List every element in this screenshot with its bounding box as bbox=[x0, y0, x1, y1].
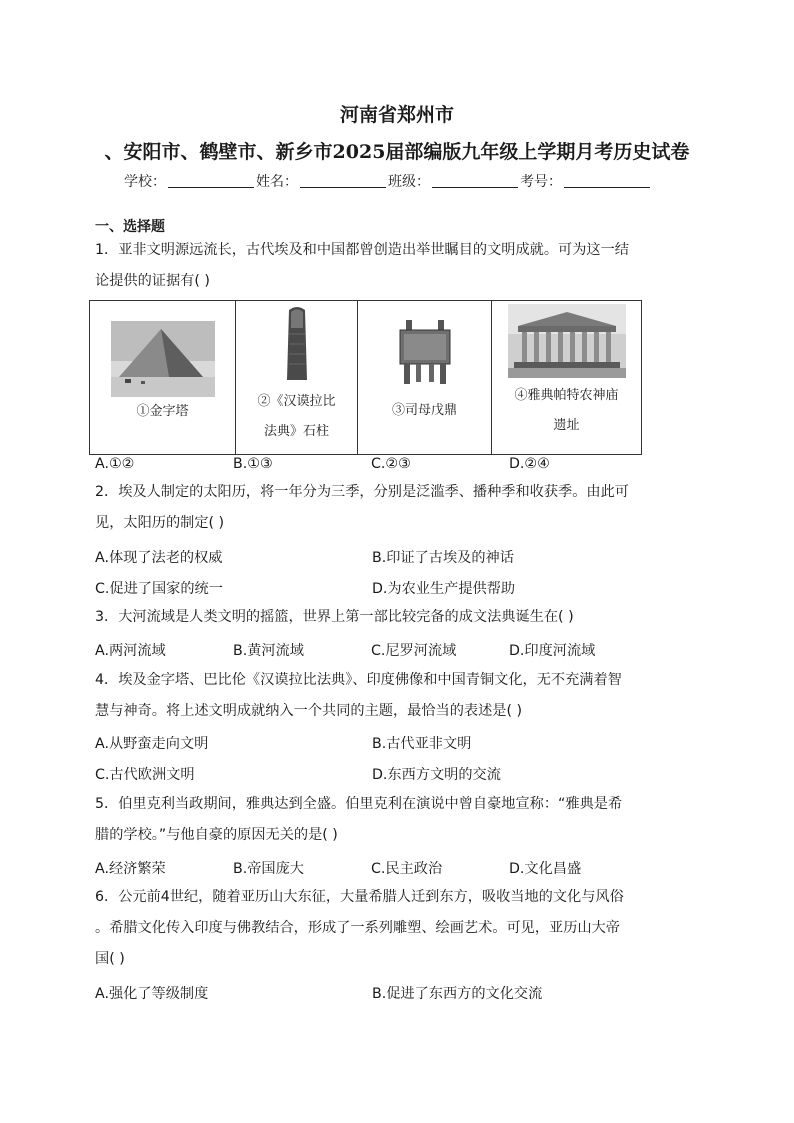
question-4-options-row1 bbox=[95, 733, 705, 753]
question-6-stem bbox=[95, 882, 700, 975]
picture-caption-1: ①金字塔 bbox=[136, 404, 189, 419]
question-1-line2: 论提供的证据有( ) bbox=[95, 273, 210, 289]
option-d[interactable]: D.②④ bbox=[509, 456, 550, 472]
option-b[interactable]: B.帝国庞大 bbox=[233, 861, 304, 877]
question-4-line1: 4．埃及金字塔、巴比伦《汉谟拉比法典》、印度佛像和中国青铜文化，无不充满着智 bbox=[95, 672, 622, 688]
picture-cell-2 bbox=[236, 301, 358, 455]
exam-title-line2: 、安阳市、鹤壁市、新乡市2025届部编版九年级上学期月考历史试卷 bbox=[104, 141, 690, 163]
question-6-line1: 6．公元前4世纪，随着亚历山大东征，大量希腊人迁到东方，吸收当地的文化与风俗 bbox=[95, 889, 624, 905]
class-label: 班级： bbox=[388, 174, 430, 190]
question-2-line2: 见，太阳历的制定( ) bbox=[95, 515, 225, 531]
option-b[interactable]: B.①③ bbox=[233, 456, 273, 472]
option-b[interactable]: B.古代亚非文明 bbox=[372, 736, 472, 752]
option-c[interactable]: C.②③ bbox=[371, 456, 411, 472]
question-1-line1: 1．亚非文明源远流长，古代埃及和中国都曾创造出举世瞩目的文明成就。可为这一结 bbox=[95, 242, 629, 258]
school-blank[interactable] bbox=[168, 174, 254, 188]
option-d[interactable]: D.印度河流域 bbox=[509, 643, 596, 659]
option-a[interactable]: A.两河流域 bbox=[95, 643, 166, 659]
option-d[interactable]: D.东西方文明的交流 bbox=[372, 767, 501, 783]
question-2-options-row1 bbox=[95, 547, 705, 567]
picture-cell-4 bbox=[492, 301, 642, 455]
option-c[interactable]: C.尼罗河流域 bbox=[371, 643, 457, 659]
option-c[interactable]: C.促进了国家的统一 bbox=[95, 581, 223, 597]
name-label: 姓名： bbox=[256, 174, 298, 190]
picture-caption-4a: ④雅典帕特农神庙 bbox=[514, 388, 619, 403]
question-6-line2: 。希腊文化传入印度与佛教结合，形成了一系列雕塑、绘画艺术。可见，亚历山大帝 bbox=[95, 920, 620, 936]
exam-title-line1: 河南省郑州市 bbox=[339, 104, 454, 126]
option-a[interactable]: A.从野蛮走向文明 bbox=[95, 736, 209, 752]
student-info-row bbox=[124, 171, 652, 191]
question-5-line1: 5．伯里克利当政期间，雅典达到全盛。伯里克利在演说中曾自豪地宣称：“雅典是希 bbox=[95, 796, 623, 812]
option-b[interactable]: B.黄河流域 bbox=[233, 643, 304, 659]
bronze-ding-image bbox=[394, 318, 456, 386]
question-5-stem bbox=[95, 789, 700, 851]
question-4-line2: 慧与神奇。将上述文明成就纳入一个共同的主题，最恰当的表述是( ) bbox=[95, 703, 523, 719]
question-1-options bbox=[95, 456, 705, 472]
question-3-stem bbox=[95, 602, 700, 633]
question-4-options-row2 bbox=[95, 764, 705, 784]
question-1-stem bbox=[95, 235, 700, 297]
question-2-options-row2 bbox=[95, 578, 705, 598]
question-1-picture-table bbox=[89, 300, 642, 455]
picture-caption-3: ③司母戊鼎 bbox=[391, 403, 457, 418]
school-label: 学校： bbox=[124, 174, 166, 190]
number-label: 考号： bbox=[520, 174, 562, 190]
picture-caption-2a: ②《汉谟拉比 bbox=[257, 394, 336, 409]
option-a[interactable]: A.体现了法老的权威 bbox=[95, 550, 223, 566]
option-d[interactable]: D.文化昌盛 bbox=[509, 861, 582, 877]
question-6-options-row1 bbox=[95, 983, 705, 1003]
question-2-stem bbox=[95, 477, 700, 539]
stele-image bbox=[283, 304, 311, 384]
parthenon-image bbox=[508, 304, 626, 378]
option-b[interactable]: B.印证了古埃及的神话 bbox=[372, 550, 514, 566]
question-6-line3: 国( ) bbox=[95, 951, 125, 967]
section-heading: 一、选择题 bbox=[95, 219, 165, 235]
question-3-line1: 3．大河流域是人类文明的摇篮，世界上第一部比较完备的成文法典诞生在( ) bbox=[95, 609, 574, 625]
picture-cell-1 bbox=[90, 301, 236, 455]
number-blank[interactable] bbox=[564, 174, 650, 188]
option-b[interactable]: B.促进了东西方的文化交流 bbox=[372, 986, 543, 1002]
question-5-options bbox=[95, 858, 705, 878]
option-a[interactable]: A.①② bbox=[95, 456, 135, 472]
question-3-options bbox=[95, 640, 705, 660]
question-2-line1: 2．埃及人制定的太阳历，将一年分为三季，分别是泛滥季、播种季和收获季。由此可 bbox=[95, 484, 629, 500]
option-c[interactable]: C.民主政治 bbox=[371, 861, 443, 877]
picture-caption-4b: 遗址 bbox=[553, 418, 580, 433]
picture-caption-2b: 法典》石柱 bbox=[263, 424, 329, 439]
option-a[interactable]: A.强化了等级制度 bbox=[95, 986, 209, 1002]
question-5-line2: 腊的学校。”与他自豪的原因无关的是( ) bbox=[95, 827, 338, 843]
pyramid-image bbox=[111, 321, 215, 397]
option-d[interactable]: D.为农业生产提供帮助 bbox=[372, 581, 516, 597]
question-4-stem bbox=[95, 665, 700, 727]
option-c[interactable]: C.古代欧洲文明 bbox=[95, 767, 195, 783]
name-blank[interactable] bbox=[300, 174, 386, 188]
option-a[interactable]: A.经济繁荣 bbox=[95, 861, 166, 877]
class-blank[interactable] bbox=[432, 174, 518, 188]
picture-cell-3 bbox=[358, 301, 492, 455]
